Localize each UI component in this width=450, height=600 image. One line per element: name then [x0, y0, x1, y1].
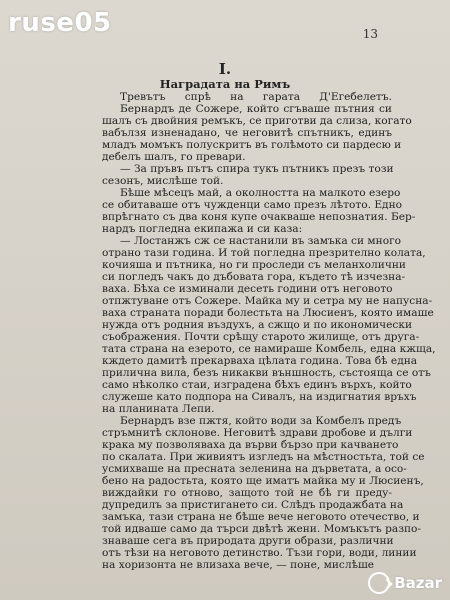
text-line: Бѣше мѣсецъ май, а околността на малкото езеро	[120, 187, 401, 199]
page-number: 13	[362, 27, 378, 41]
text-line: — За пръвъ пътъ спира тукъ пътникъ презъ този	[120, 163, 394, 175]
text-line: дебелъ шалъ, го превари.	[102, 151, 246, 163]
bazar-logo-icon	[368, 572, 390, 594]
text-line: младъ момъкъ полускритъ въ голѣмото си пардесю и	[102, 139, 402, 151]
chapter-number: I.	[218, 60, 232, 78]
text-line: вабълзя изненадано, че неговитѣ спътникъ, единъ	[102, 127, 392, 139]
text-line: Бернардъ взе пжтя, който води за Комбелъ предъ	[120, 415, 402, 427]
text-line: съображения. Почти срѣщу старото жилище, отъ друга-	[102, 331, 420, 343]
text-line: само нѣколко стаи, изградена бѣхъ единъ върхъ, който	[102, 379, 412, 391]
text-line: на хоризонта не влизаха вече, — поне, мислѣше	[102, 559, 375, 571]
chapter-title: Наградата на Римъ	[159, 77, 291, 91]
text-line: служеше като подпора на Сивалъ, на издигнатия връхъ	[102, 391, 417, 403]
page-text-body	[102, 91, 436, 571]
text-line: кочияша и пътника, но ги проследи съ меланхолични	[102, 259, 406, 271]
text-line: кждето дамитѣ прекарваха цѣлата година. Това бѣ една	[102, 355, 418, 367]
bazar-watermark	[368, 572, 442, 594]
text-line: знаваше сега въ природата други образи, различни	[102, 535, 394, 547]
text-line: бено на радостьта, която ще иматъ майка му и Люсиенъ,	[102, 475, 424, 487]
text-line: отъ тѣзи на неговото детинство. Тъзи гори, води, линии	[102, 547, 417, 559]
text-line: впрѣгнато съ два коня купе очакваше непознатия. Бер-	[102, 211, 416, 223]
text-line: нужда отъ родния въздухъ, а сжщо и по икономически	[102, 319, 413, 331]
ruse05-watermark: ruse05	[8, 8, 112, 38]
text-line: ваха страната поради болестьта на Люсиенъ, която имаше	[102, 307, 434, 319]
bazar-watermark-text: Bazar	[394, 574, 442, 592]
text-line: дупредилъ за пристигането си. Слѣдъ продажбата на	[102, 499, 404, 511]
text-line: — Лостанжъ сж се настанили въ замъка си много	[120, 235, 402, 247]
text-line: стръмнитѣ склонове. Неговитѣ здрави дробове и дълги	[102, 427, 413, 439]
text-line: крака му позволяваха да върви бързо при качването	[102, 439, 399, 451]
text-line: шалъ съ двойния ремъкъ, се приготви да слиза, когато	[102, 115, 412, 127]
text-line: тата страна на езерото, се намираше Комбель, една кжща,	[102, 343, 436, 355]
text-line: ваха. Бѣха се изминали десеть години отъ неговото	[102, 283, 393, 295]
text-line: Бернардъ де Сожере, който сгъваше пътния си	[120, 103, 392, 115]
text-line: замъка, тази страна не бѣше вече неговото отечество, и	[102, 511, 420, 523]
text-line: сезонъ, мислѣше той.	[102, 175, 224, 187]
text-line: той идваше само да търси двѣтѣ жени. Момъкътъ разпо-	[102, 523, 421, 535]
text-line: по скалата. При живиятъ изгледъ на мѣстностьта, той се	[102, 451, 425, 463]
text-line: Тревътъ спрѣ на гарата Д'Егебелетъ.	[120, 91, 392, 103]
text-line: нардъ погледна екипажа и си каза:	[102, 223, 303, 235]
text-line: си погледъ чакъ до дъбовата гора, където тѣ изчезна-	[102, 271, 406, 283]
text-line: се обитаваше отъ чужденци само презъ лѣтото. Едно	[102, 199, 403, 211]
text-line: виждайки го отново, защото той не бѣ ги преду-	[102, 487, 392, 499]
text-line: прилична вила, безъ никакви външность, състояща се отъ	[102, 367, 431, 379]
text-line: усмихваше на пресната зеленина на дърветата, а осо-	[102, 463, 407, 475]
text-line: отпжтуване отъ Сожере. Майка му и сетра му не напусна-	[102, 295, 433, 307]
text-line: отрано тази година. И той погледна презрително колата,	[102, 247, 426, 259]
text-line: на планината Лепи.	[102, 403, 215, 415]
